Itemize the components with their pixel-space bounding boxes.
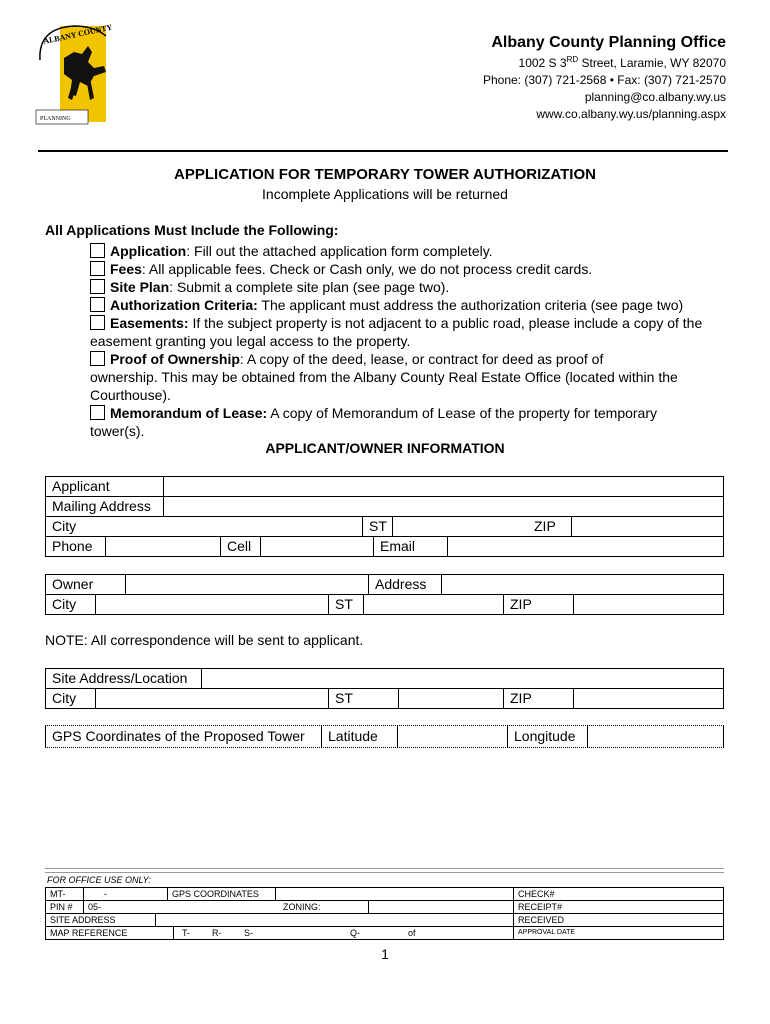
quarter-label: Q-: [350, 928, 360, 938]
logo-text-top: ALBANY COUNTY: [42, 22, 114, 46]
office-use-table: [45, 887, 724, 940]
approval-date-label: APPROVAL DATE: [518, 929, 576, 936]
applicant-st-label: ST: [363, 517, 393, 536]
range-label: R-: [212, 928, 222, 938]
requirement-label: Application: [110, 243, 187, 259]
requirement-label: Memorandum of Lease:: [110, 405, 268, 421]
applicant-city-row: [46, 517, 723, 537]
section-label: S-: [244, 928, 253, 938]
office-address: [483, 51, 726, 72]
map-reference-label: MAP REFERENCE: [46, 927, 174, 939]
requirement-site-plan: [90, 278, 720, 296]
site-st-input[interactable]: [399, 689, 504, 708]
requirement-text: : A copy of the deed, lease, or contract for deed as proof of: [239, 351, 604, 367]
mt-label: MT-: [46, 888, 84, 900]
pin-label: PIN #: [46, 901, 84, 913]
owner-address-input[interactable]: [442, 575, 723, 594]
requirement-easements: [90, 314, 720, 332]
of-label: of: [404, 927, 514, 939]
requirements-heading: All Applications Must Include the Following:: [45, 222, 339, 238]
office-use-heading: FOR OFFICE USE ONLY:: [47, 875, 151, 885]
applicant-city-label: City: [52, 518, 77, 534]
owner-label: Owner: [46, 575, 126, 594]
applicant-row: [46, 477, 723, 497]
site-city-row: [46, 689, 723, 708]
owner-input[interactable]: [126, 575, 369, 594]
site-st-label: ST: [329, 689, 399, 708]
received-label: RECEIVED: [518, 915, 565, 925]
receipt-number-label: RECEIPT#: [518, 902, 563, 912]
correspondence-note: NOTE: All correspondence will be sent to applicant.: [45, 632, 364, 648]
site-zip-label: ZIP: [504, 689, 574, 708]
requirement-label: Site Plan: [110, 279, 170, 295]
township-label: T-: [182, 928, 190, 938]
requirement-authorization-criteria: [90, 296, 720, 314]
address-street-city: Street, Laramie, WY 82070: [578, 56, 726, 70]
requirement-label: Easements:: [110, 315, 189, 331]
requirement-text: A copy of Memorandum of Lease of the property for temporary: [267, 405, 658, 421]
office-email-link[interactable]: planning@co.albany.wy.us: [584, 90, 726, 104]
checkbox-application[interactable]: [90, 243, 105, 258]
requirement-application: [90, 242, 720, 260]
requirement-fees: [90, 260, 720, 278]
owner-zip-label: ZIP: [504, 595, 574, 614]
requirement-proof-of-ownership: [90, 350, 720, 368]
owner-city-input[interactable]: [96, 595, 329, 614]
office-row-pin: [46, 901, 723, 914]
office-website-link[interactable]: www.co.albany.wy.us/planning.aspx: [536, 107, 726, 121]
applicant-city-input[interactable]: [86, 517, 363, 536]
owner-zip-input[interactable]: [574, 595, 723, 614]
gps-coordinates-label: GPS COORDINATES: [168, 888, 276, 900]
site-address-office-input[interactable]: [156, 914, 514, 926]
cell-input[interactable]: [261, 537, 374, 556]
owner-address-label: Address: [369, 575, 442, 594]
phone-input[interactable]: [106, 537, 221, 556]
requirement-text: The applicant must address the authorization criteria (see page two): [257, 297, 684, 313]
address-street-number: 1002 S 3: [518, 56, 567, 70]
requirement-label: Fees: [110, 261, 142, 277]
logo-text-bottom: PLANNING: [40, 116, 71, 122]
office-use-divider: [45, 868, 724, 873]
zoning-label: ZONING:: [279, 901, 369, 913]
longitude-input[interactable]: [588, 726, 723, 747]
applicant-owner-heading: APPLICANT/OWNER INFORMATION: [265, 440, 505, 456]
checkbox-easements[interactable]: [90, 315, 105, 330]
latitude-label: Latitude: [322, 726, 398, 747]
check-number-label: CHECK#: [518, 889, 555, 899]
cell-label: Cell: [221, 537, 261, 556]
office-row-map-reference: [46, 927, 723, 939]
owner-city-label: City: [46, 595, 96, 614]
checkbox-fees[interactable]: [90, 261, 105, 276]
header-divider: [38, 150, 728, 152]
checkbox-memorandum-of-lease[interactable]: [90, 405, 105, 420]
zoning-input[interactable]: [369, 901, 514, 913]
applicant-table: [45, 476, 724, 557]
mailing-address-label: Mailing Address: [46, 497, 164, 516]
requirement-proof-of-ownership-continued: ownership. This may be obtained from the Albany County Real Estate Office (located within the Courthouse).: [90, 369, 678, 403]
mt-dash: -: [84, 888, 168, 900]
gps-table: [45, 725, 724, 748]
site-table: [45, 668, 724, 709]
email-input[interactable]: [448, 537, 723, 556]
requirement-memorandum-continued: tower(s).: [90, 423, 145, 439]
applicant-st-input[interactable]: [393, 517, 528, 536]
latitude-input[interactable]: [398, 726, 508, 747]
owner-row: [46, 575, 723, 595]
requirement-memorandum-of-lease: [90, 404, 720, 422]
applicant-input[interactable]: [164, 477, 723, 496]
applicant-zip-label: ZIP: [528, 517, 572, 536]
site-address-office-label: SITE ADDRESS: [46, 914, 156, 926]
owner-st-label: ST: [329, 595, 364, 614]
owner-table: [45, 574, 724, 615]
mailing-address-input[interactable]: [164, 497, 723, 516]
requirement-text: : All applicable fees. Check or Cash only, we do not process credit cards.: [141, 261, 593, 277]
requirement-text: : Fill out the attached application form completely.: [186, 243, 493, 259]
page-number: 1: [381, 946, 389, 962]
applicant-phone-row: [46, 537, 723, 556]
mailing-address-row: [46, 497, 723, 517]
requirement-easements-continued: easement granting you legal access to the property.: [90, 333, 411, 349]
form-title: APPLICATION FOR TEMPORARY TOWER AUTHORIZATION: [174, 166, 596, 183]
office-name: Albany County Planning Office: [491, 34, 726, 51]
office-phone-fax: Phone: (307) 721-2568 • Fax: (307) 721-2570: [482, 73, 726, 87]
site-address-label: Site Address/Location: [46, 669, 202, 688]
requirement-text: : Submit a complete site plan (see page two).: [169, 279, 450, 295]
applicant-label: Applicant: [46, 477, 164, 496]
office-row-mt: [46, 888, 723, 901]
site-address-input[interactable]: [202, 669, 723, 688]
requirement-text: If the subject property is not adjacent to a public road, please include a copy of the: [188, 315, 703, 331]
site-city-input[interactable]: [96, 689, 329, 708]
gps-label: GPS Coordinates of the Proposed Tower: [46, 726, 322, 747]
phone-label: Phone: [46, 537, 106, 556]
longitude-label: Longitude: [508, 726, 588, 747]
checkbox-site-plan[interactable]: [90, 279, 105, 294]
site-zip-input[interactable]: [574, 689, 723, 708]
site-city-label: City: [46, 689, 96, 708]
office-row-site-address: [46, 914, 723, 927]
form-subtitle: Incomplete Applications will be returned: [262, 186, 508, 202]
requirement-label: Authorization Criteria:: [110, 297, 258, 313]
owner-city-row: [46, 595, 723, 614]
checkbox-proof-of-ownership[interactable]: [90, 351, 105, 366]
county-logo: [34, 20, 114, 130]
address-superscript: RD: [566, 55, 579, 64]
pin-prefix: 05-: [88, 902, 102, 912]
site-address-row: [46, 669, 723, 689]
checkbox-authorization-criteria[interactable]: [90, 297, 105, 312]
email-label: Email: [374, 537, 448, 556]
owner-st-input[interactable]: [364, 595, 504, 614]
requirement-label: Proof of Ownership: [110, 351, 240, 367]
applicant-zip-input[interactable]: [572, 517, 723, 536]
office-gps-input[interactable]: [276, 888, 514, 900]
office-contact-block: [483, 34, 726, 123]
